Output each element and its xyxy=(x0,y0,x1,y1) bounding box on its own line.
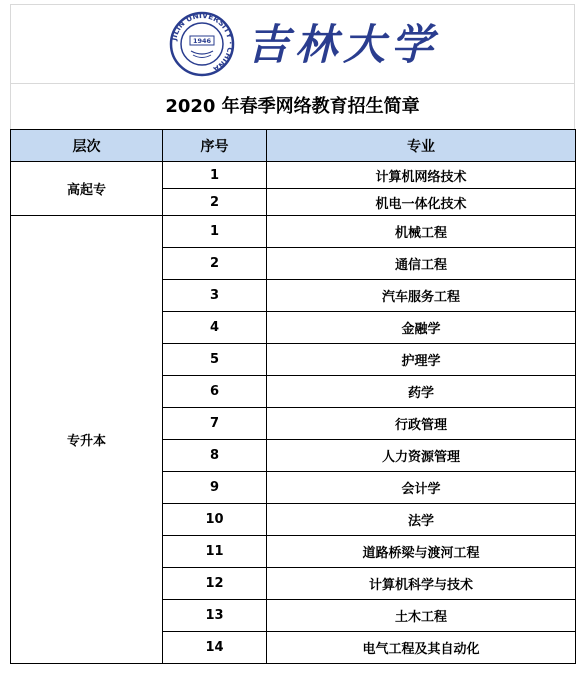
svg-text:1946: 1946 xyxy=(192,37,212,45)
major-cell: 人力资源管理 xyxy=(267,440,576,472)
number-cell: 2 xyxy=(163,189,267,216)
table-row xyxy=(11,162,576,189)
document-page xyxy=(10,4,575,680)
university-name: 吉林大学 xyxy=(247,20,440,69)
major-cell: 金融学 xyxy=(267,312,576,344)
number-cell: 3 xyxy=(163,280,267,312)
number-cell: 9 xyxy=(163,472,267,504)
major-cell: 道路桥梁与渡河工程 xyxy=(267,536,576,568)
number-cell: 13 xyxy=(163,600,267,632)
number-cell: 8 xyxy=(163,440,267,472)
major-cell: 电气工程及其自动化 xyxy=(267,632,576,664)
table-header-row xyxy=(11,130,576,162)
major-cell: 汽车服务工程 xyxy=(267,280,576,312)
logo-banner xyxy=(10,4,575,84)
column-header-major: 专业 xyxy=(267,130,576,162)
number-cell: 11 xyxy=(163,536,267,568)
number-cell: 2 xyxy=(163,248,267,280)
major-cell: 法学 xyxy=(267,504,576,536)
number-cell: 12 xyxy=(163,568,267,600)
major-cell: 护理学 xyxy=(267,344,576,376)
major-cell: 机械工程 xyxy=(267,216,576,248)
column-header-level: 层次 xyxy=(11,130,163,162)
number-cell: 1 xyxy=(163,216,267,248)
major-cell: 计算机网络技术 xyxy=(267,162,576,189)
major-cell: 机电一体化技术 xyxy=(267,189,576,216)
major-cell: 药学 xyxy=(267,376,576,408)
majors-table-body xyxy=(11,162,576,664)
level-cell-upgrade-bachelor: 专升本 xyxy=(11,216,163,664)
number-cell: 7 xyxy=(163,408,267,440)
major-cell: 计算机科学与技术 xyxy=(267,568,576,600)
major-cell: 土木工程 xyxy=(267,600,576,632)
number-cell: 14 xyxy=(163,632,267,664)
majors-table xyxy=(10,129,576,664)
major-cell: 行政管理 xyxy=(267,408,576,440)
number-cell: 5 xyxy=(163,344,267,376)
major-cell: 通信工程 xyxy=(267,248,576,280)
level-cell-junior-college: 高起专 xyxy=(11,162,163,216)
major-cell: 会计学 xyxy=(267,472,576,504)
university-seal-icon xyxy=(169,11,235,77)
number-cell: 10 xyxy=(163,504,267,536)
table-row xyxy=(11,216,576,248)
number-cell: 6 xyxy=(163,376,267,408)
svg-text:JILIN UNIVERSITY · CHINA: JILIN UNIVERSITY · CHINA xyxy=(169,11,235,74)
number-cell: 4 xyxy=(163,312,267,344)
page-title: 2020 年春季网络教育招生简章 xyxy=(10,84,575,129)
column-header-number: 序号 xyxy=(163,130,267,162)
number-cell: 1 xyxy=(163,162,267,189)
